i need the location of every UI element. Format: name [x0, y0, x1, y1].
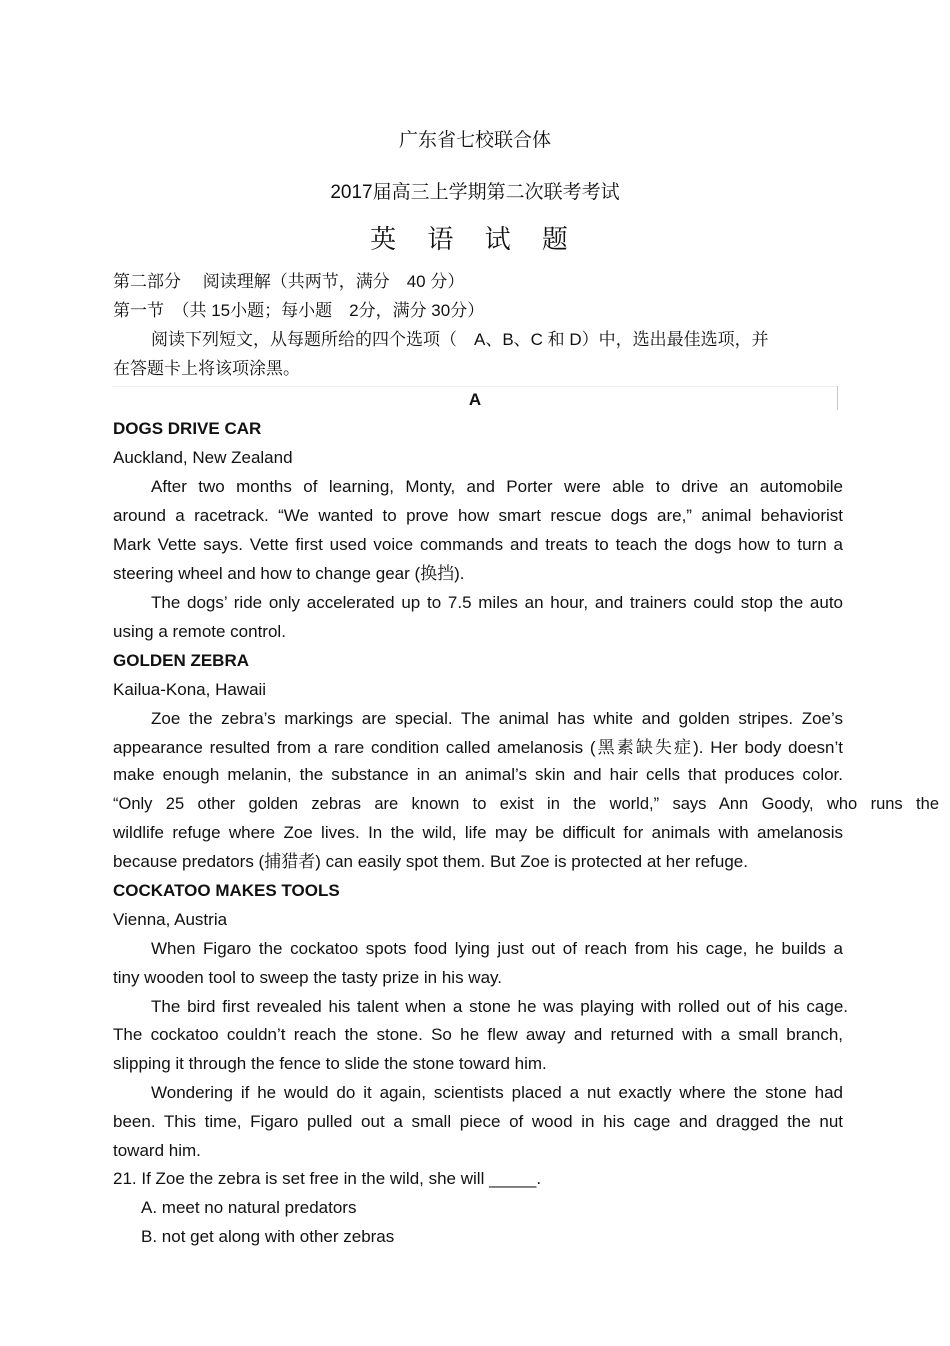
dogs-line: around a racetrack. “We wanted to prove how smart rescue dogs are,” animal behaviorist: [113, 506, 843, 525]
zebra-line: Zoe the zebra’s markings are special. The animal has white and golden stripes. Zoe’s: [151, 709, 843, 728]
dogs-line: Mark Vette says. Vette first used voice commands and treats to teach the dogs how to turn a: [113, 535, 843, 554]
zebra-line: because predators (捕猎者) can easily spot them. But Zoe is protected at her refuge.: [113, 852, 748, 871]
cockatoo-line: The cockatoo couldn’t reach the stone. So he flew away and returned with a small branch,: [113, 1025, 843, 1044]
zebra-line: appearance resulted from a rare condition called amelanosis (黑素缺失症). Her body doesn’t: [113, 738, 843, 757]
instruction-line-1: 阅读下列短文，从每题所给的四个选项（ A、B、C 和 D）中，选出最佳选项，并: [151, 330, 769, 349]
dogs-line: using a remote control.: [113, 622, 286, 641]
cockatoo-line: When Figaro the cockatoo spots food lying just out of reach from his cage, he builds a: [151, 939, 843, 958]
subject-title: 英 语 试 题: [370, 224, 580, 254]
cockatoo-line: tiny wooden tool to sweep the tasty prize in his way.: [113, 968, 502, 987]
dogs-line: The dogs’ ride only accelerated up to 7.5 miles an hour, and trainers could stop the auto: [151, 593, 843, 612]
zebra-line: “Only 25 other golden zebras are known to exist in the world,” says Ann Goody, who runs the: [113, 795, 939, 813]
cockatoo-title: COCKATOO MAKES TOOLS: [113, 881, 340, 900]
cockatoo-line: Wondering if he would do it again, scientists placed a nut exactly where the stone had: [151, 1083, 843, 1102]
cockatoo-line: slipping it through the fence to slide the stone toward him.: [113, 1054, 547, 1073]
instruction-line-2: 在答题卡上将该项涂黑。: [113, 359, 300, 378]
exam-title: 2017届高三上学期第二次联考考试: [330, 182, 620, 203]
divider: [113, 386, 838, 387]
passage-letter: A: [468, 390, 482, 409]
cockatoo-place: Vienna, Austria: [113, 910, 228, 929]
option-a: A. meet no natural predators: [141, 1198, 357, 1217]
school-name: 广东省七校联合体: [398, 130, 551, 151]
dogs-line: After two months of learning, Monty, and Porter were able to drive an automobile: [151, 477, 843, 496]
option-b: B. not get along with other zebras: [141, 1227, 395, 1246]
dogs-place: Auckland, New Zealand: [113, 448, 293, 467]
zebra-title: GOLDEN ZEBRA: [113, 651, 249, 670]
dogs-line: steering wheel and how to change gear (换挡).: [113, 564, 465, 583]
question-stem: 21. If Zoe the zebra is set free in the wild, she will _____.: [113, 1169, 542, 1188]
zebra-line: make enough melanin, the substance in an animal’s skin and hair cells that produces color.: [113, 765, 843, 784]
section-node: 第一节 （共 15小题；每小题 2分，满分 30分）: [113, 301, 485, 320]
section-part: 第二部分 阅读理解（共两节，满分 40 分）: [113, 272, 465, 291]
cockatoo-line: toward him.: [113, 1141, 201, 1160]
cockatoo-line: been. This time, Figaro pulled out a small piece of wood in his cage and dragged the nut: [113, 1112, 843, 1131]
cockatoo-line: The bird first revealed his talent when a stone he was playing with rolled out of his cage.: [151, 997, 848, 1016]
zebra-line: wildlife refuge where Zoe lives. In the wild, life may be difficult for animals with amelanosis: [113, 823, 843, 842]
dogs-title: DOGS DRIVE CAR: [113, 419, 262, 438]
zebra-place: Kailua-Kona, Hawaii: [113, 680, 267, 699]
